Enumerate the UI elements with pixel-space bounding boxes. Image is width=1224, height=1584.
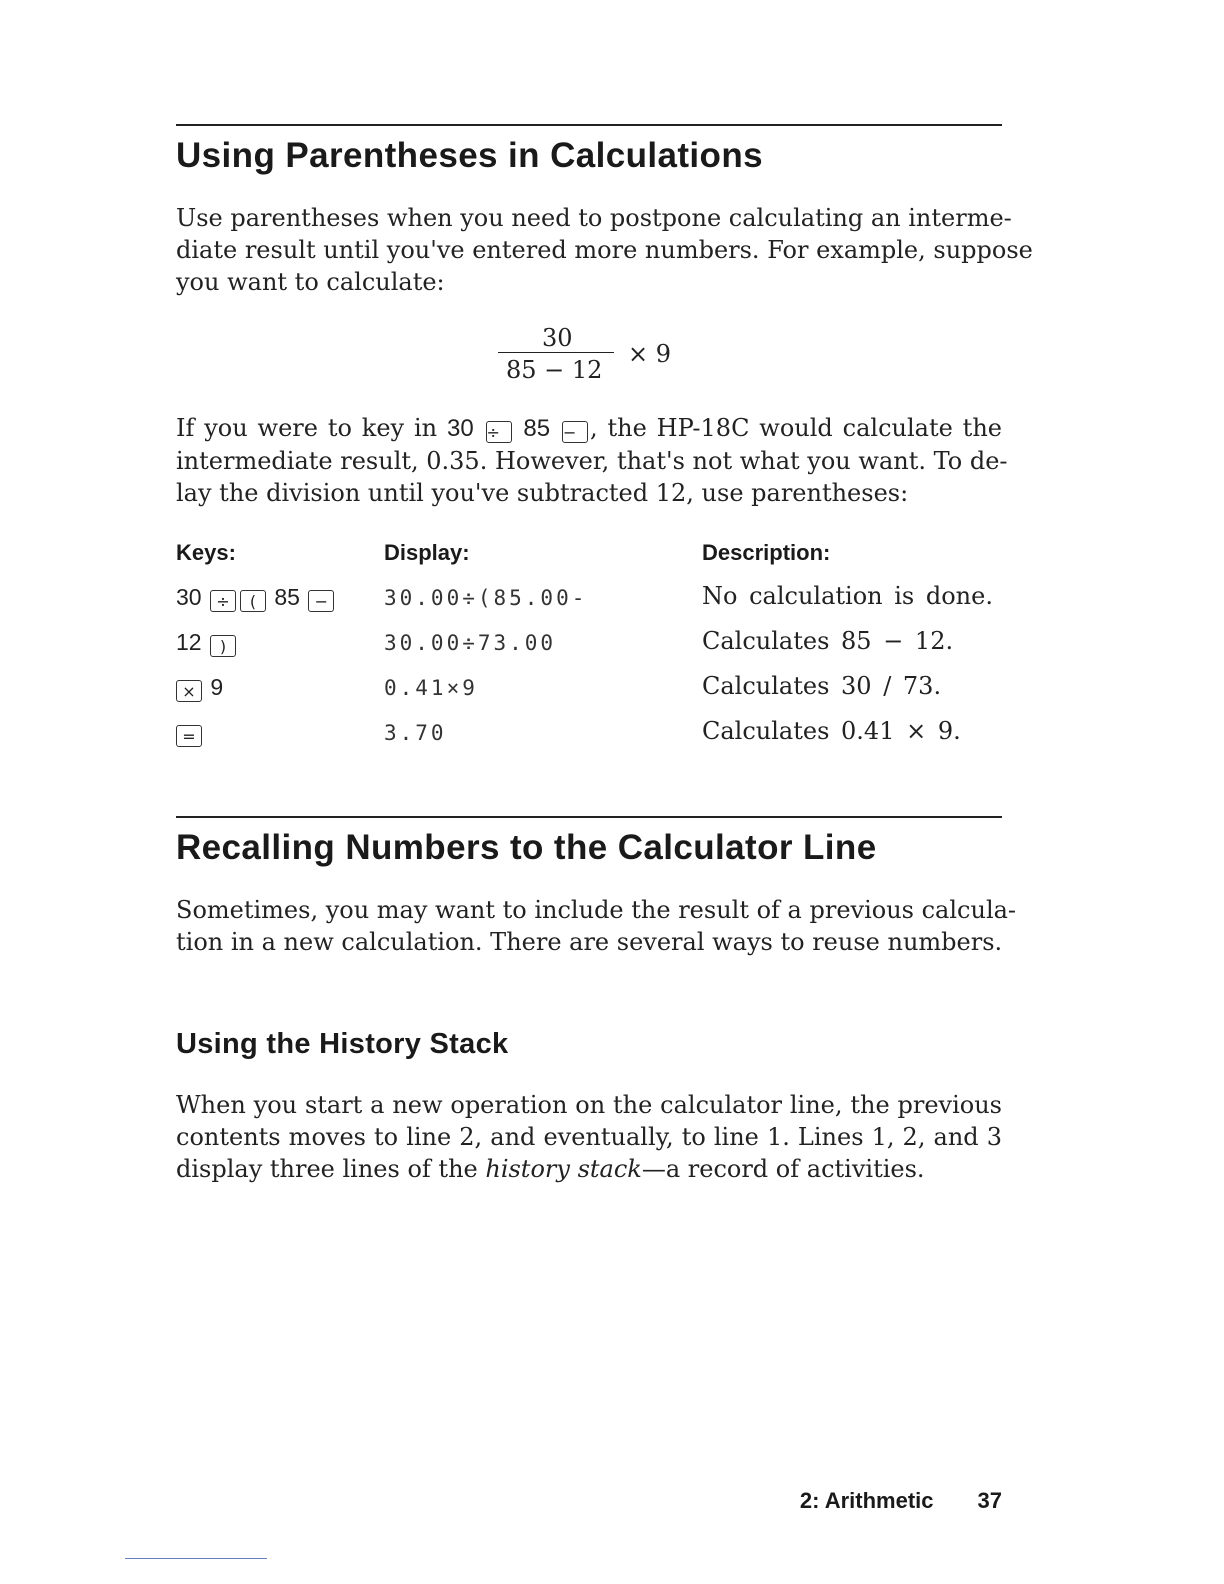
manual-page	[176, 0, 1033, 1584]
keys-header: Keys:	[176, 540, 236, 565]
text-line	[176, 1153, 1002, 1185]
table-row	[176, 584, 1002, 624]
fraction-bar	[498, 352, 614, 353]
keys-cell	[176, 674, 223, 702]
example-formula	[498, 322, 698, 392]
formula-numerator: 30	[542, 324, 573, 352]
text-line	[176, 412, 1002, 445]
display-cell: 30.00÷73.00	[384, 631, 557, 655]
section-title-parentheses: Using Parentheses in Calculations	[176, 136, 763, 175]
description-cell: Calculates 0.41 × 9.	[702, 717, 961, 745]
divide-key-icon: ÷	[486, 421, 512, 443]
divide-key-icon: ÷	[210, 590, 236, 612]
history-body	[176, 1089, 1002, 1185]
key-number: 85	[274, 584, 300, 610]
keys-cell	[176, 584, 336, 612]
text-fragment: , the HP-18C would calculate the	[590, 414, 1002, 442]
open-paren-key-icon: (	[240, 590, 266, 612]
minus-key-icon: −	[308, 590, 334, 612]
section-rule	[176, 124, 1002, 126]
text-line: contents moves to line 2, and eventually, to line 1. Lines 1, 2, and 3	[176, 1123, 1002, 1151]
table-row	[176, 719, 1002, 759]
description-cell: Calculates 30 / 73.	[702, 672, 942, 700]
minus-key-icon: −	[562, 421, 588, 443]
keys-cell	[176, 719, 204, 747]
key-number: 30	[446, 415, 474, 442]
section-title-recalling: Recalling Numbers to the Calculator Line	[176, 828, 877, 867]
text-line: intermediate result, 0.35. However, that's not what you want. To de-	[176, 447, 1008, 475]
description-cell: Calculates 85 − 12.	[702, 627, 954, 655]
close-paren-key-icon: )	[210, 635, 236, 657]
formula-multiplier: × 9	[628, 340, 672, 368]
multiply-key-icon: ×	[176, 680, 202, 702]
equals-key-icon: =	[176, 725, 202, 747]
table-row	[176, 674, 1002, 714]
recalling-intro	[176, 894, 1017, 958]
page-footer	[800, 1488, 1002, 1514]
page-number: 37	[977, 1488, 1002, 1513]
text-fragment: —a record of activities.	[641, 1155, 925, 1183]
emphasis-history-stack: history stack	[485, 1155, 642, 1183]
key-number: 85	[523, 415, 551, 442]
display-header: Display:	[384, 540, 470, 565]
parentheses-explanation	[176, 412, 1008, 509]
section-rule	[176, 816, 1002, 818]
text-line: When you start a new operation on the calculator line, the previous	[176, 1091, 1002, 1119]
text-line: Use parentheses when you need to postpone calculating an interme-	[176, 204, 1012, 232]
text-line: lay the division until you've subtracted 12, use parentheses:	[176, 479, 909, 507]
keys-cell	[176, 629, 238, 657]
scan-edge-mark	[125, 1558, 267, 1559]
text-fragment: If you were to key in	[176, 414, 447, 442]
key-number: 30	[176, 584, 202, 610]
text-line: Sometimes, you may want to include the result of a previous calcula-	[176, 896, 1017, 924]
parentheses-intro	[176, 202, 1033, 298]
text-fragment: display three lines of the	[176, 1155, 486, 1183]
table-row	[176, 629, 1002, 669]
description-header: Description:	[702, 540, 831, 565]
chapter-label: 2: Arithmetic	[799, 1488, 934, 1513]
key-number: 12	[176, 629, 202, 655]
text-line: tion in a new calculation. There are several ways to reuse numbers.	[176, 928, 1003, 956]
text-line: diate result until you've entered more numbers. For example, suppose	[176, 236, 1033, 264]
display-cell: 30.00÷(85.00-	[384, 586, 588, 610]
display-cell: 0.41×9	[384, 676, 478, 700]
display-cell: 3.70	[384, 721, 447, 745]
key-number: 9	[210, 674, 224, 700]
text-line: you want to calculate:	[176, 268, 445, 296]
subsection-title-history: Using the History Stack	[176, 1028, 509, 1060]
formula-denominator: 85 − 12	[506, 356, 603, 384]
description-cell: No calculation is done.	[702, 582, 993, 610]
